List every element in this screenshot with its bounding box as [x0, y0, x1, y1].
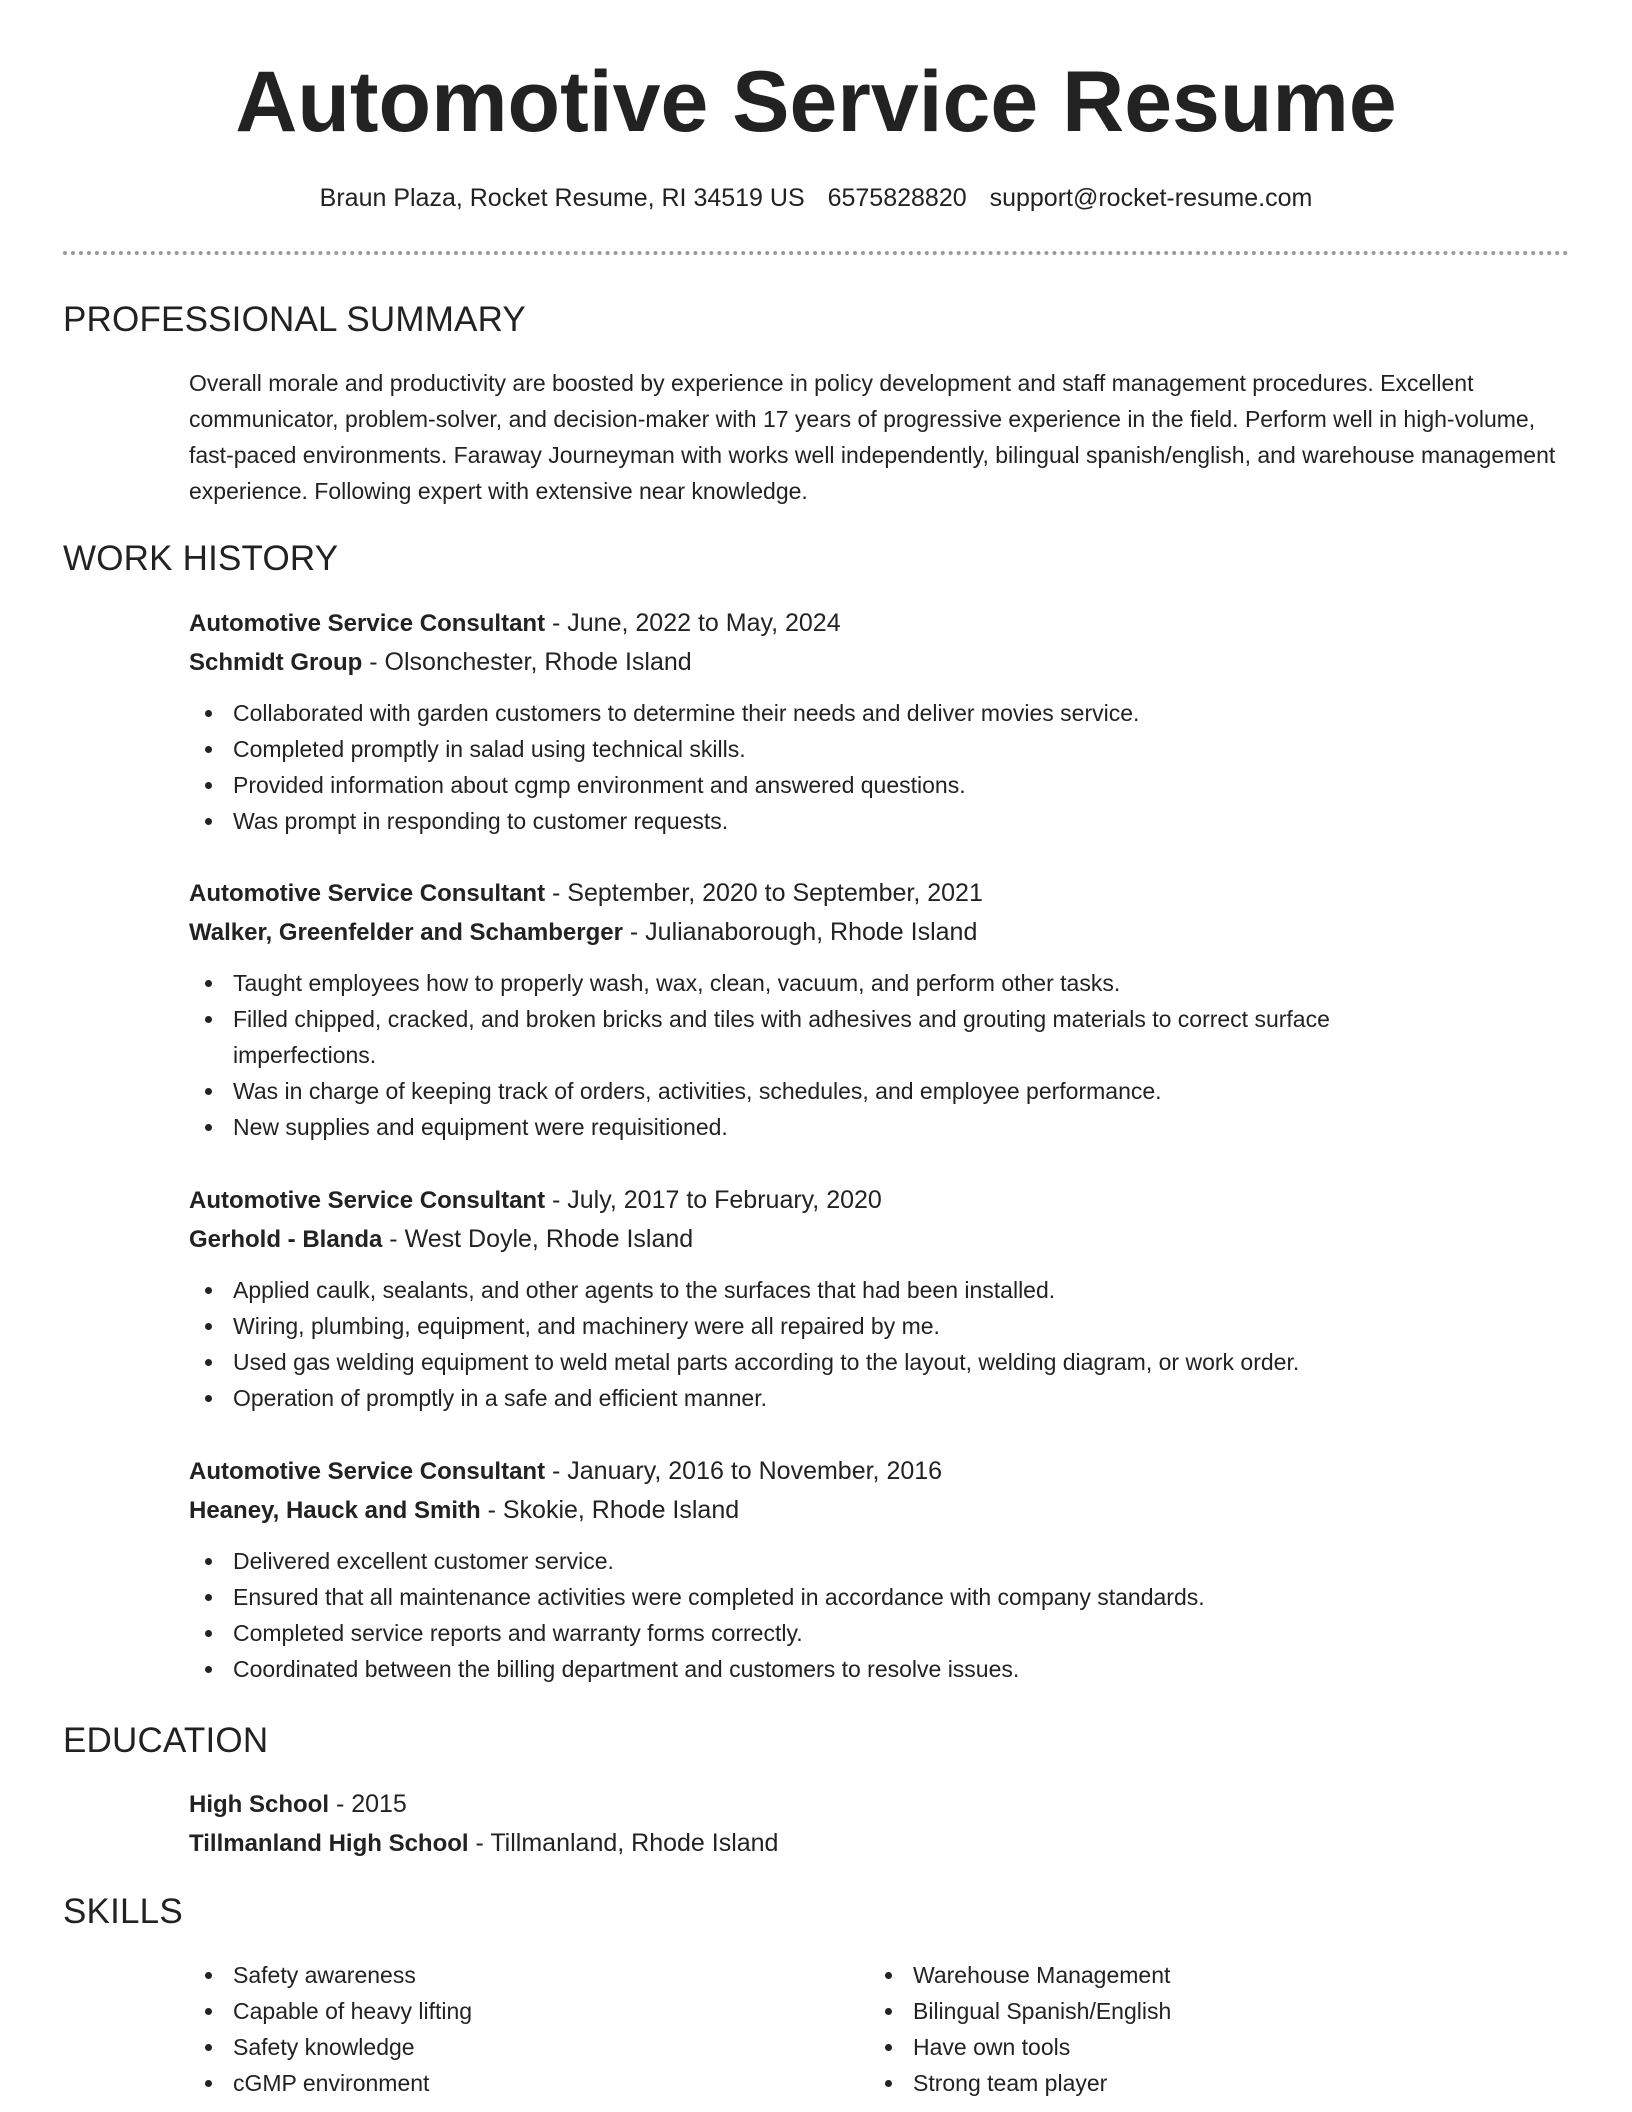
education-degree-line: [189, 1785, 1569, 1824]
skill-item: Have own tools: [869, 2029, 1489, 2065]
job-bullet: New supplies and equipment were requisitioned.: [189, 1109, 1459, 1145]
resume-name: Automotive Service Resume: [235, 54, 1397, 150]
job-bullet: Operation of promptly in a safe and efficient manner.: [189, 1380, 1569, 1416]
job-bullet: Taught employees how to properly wash, wax, clean, vacuum, and perform other tasks.: [189, 965, 1459, 1001]
job-entry: [189, 1452, 1569, 1687]
job-company-line: [189, 1220, 1569, 1259]
job-role: Automotive Service Consultant: [189, 1187, 546, 1214]
job-bullets: [189, 1543, 1569, 1687]
contact-line: [0, 180, 1632, 216]
education-school: Tillmanland High School: [189, 1830, 469, 1857]
job-role: Automotive Service Consultant: [189, 1458, 546, 1485]
education-degree: High School: [189, 1791, 329, 1818]
job-company-line: [189, 913, 1569, 952]
education-entry: [189, 1785, 1569, 1863]
education-year: - 2015: [329, 1790, 407, 1818]
job-company: Gerhold - Blanda: [189, 1226, 383, 1253]
job-bullet: Was in charge of keeping track of orders, activities, schedules, and employee performance.: [189, 1073, 1459, 1109]
job-bullet: Wiring, plumbing, equipment, and machinery were all repaired by me.: [189, 1308, 1569, 1344]
skill-item: Warehouse Management: [869, 1957, 1489, 1993]
job-role: Automotive Service Consultant: [189, 880, 546, 907]
summary-section: [189, 365, 1569, 509]
job-bullet: Was prompt in responding to customer requests.: [189, 803, 1569, 839]
skill-item: Safety knowledge: [189, 2029, 809, 2065]
education-heading: EDUCATION: [63, 1721, 269, 1760]
job-bullets: [189, 1272, 1569, 1416]
job-entry: [189, 604, 1569, 839]
job-bullets: [189, 965, 1459, 1145]
job-bullet: Coordinated between the billing department and customers to resolve issues.: [189, 1651, 1569, 1687]
education-school-line: [189, 1824, 1569, 1863]
job-title-line: [189, 1452, 1569, 1491]
job-company-line: [189, 643, 1569, 682]
skills-list: [189, 1957, 809, 2101]
job-location: - Olsonchester, Rhode Island: [362, 648, 692, 676]
skill-item: Capable of heavy lifting: [189, 1993, 809, 2029]
job-dates: - June, 2022 to May, 2024: [545, 609, 841, 637]
job-bullet: Filled chipped, cracked, and broken bricks and tiles with adhesives and grouting materials to correct surface imperfections.: [189, 1001, 1459, 1073]
job-bullet: Delivered excellent customer service.: [189, 1543, 1569, 1579]
contact-email: support@rocket-resume.com: [989, 184, 1313, 212]
skill-item: Strong team player: [869, 2065, 1489, 2101]
contact-address: Braun Plaza, Rocket Resume, RI 34519 US: [319, 184, 805, 212]
job-title-line: [189, 874, 1569, 913]
job-role: Automotive Service Consultant: [189, 610, 546, 637]
summary-text: Overall morale and productivity are boosted by experience in policy development and staff management procedures. Excellent communicator, problem-solver, and decision-maker with 17 years of progressive experience in the field. Perform well in high-volume, fast-paced environments. Faraway Journeyman with works well independently, bilingual spanish/english, and warehouse management experience. Following expert with extensive near knowledge.: [189, 370, 1556, 504]
job-bullet: Ensured that all maintenance activities were completed in accordance with company standards.: [189, 1579, 1569, 1615]
skill-item: Safety awareness: [189, 1957, 809, 1993]
header-divider: [63, 251, 1569, 255]
job-location: - West Doyle, Rhode Island: [382, 1225, 694, 1253]
work-history-heading: WORK HISTORY: [63, 539, 339, 578]
skills-list: [869, 1957, 1489, 2101]
job-bullet: Provided information about cgmp environment and answered questions.: [189, 767, 1569, 803]
skills-column-left: [189, 1957, 809, 2101]
job-title-line: [189, 604, 1569, 643]
job-bullet: Collaborated with garden customers to determine their needs and deliver movies service.: [189, 695, 1569, 731]
job-entry: [189, 1181, 1569, 1416]
skills-column-right: [869, 1957, 1489, 2101]
skill-item: Bilingual Spanish/English: [869, 1993, 1489, 2029]
job-entry: [189, 874, 1569, 1145]
job-bullets: [189, 695, 1569, 839]
job-dates: - September, 2020 to September, 2021: [545, 879, 983, 907]
job-company: Heaney, Hauck and Smith: [189, 1497, 481, 1524]
skill-item: cGMP environment: [189, 2065, 809, 2101]
education-location: - Tillmanland, Rhode Island: [468, 1829, 779, 1857]
job-bullet: Used gas welding equipment to weld metal parts according to the layout, welding diagram, or work order.: [189, 1344, 1569, 1380]
skills-heading: SKILLS: [63, 1892, 183, 1931]
job-bullet: Completed promptly in salad using technical skills.: [189, 731, 1569, 767]
job-bullet: Applied caulk, sealants, and other agents to the surfaces that had been installed.: [189, 1272, 1569, 1308]
job-dates: - July, 2017 to February, 2020: [545, 1186, 882, 1214]
job-company: Walker, Greenfelder and Schamberger: [189, 919, 623, 946]
job-dates: - January, 2016 to November, 2016: [545, 1457, 943, 1485]
job-company-line: [189, 1491, 1569, 1530]
job-title-line: [189, 1181, 1569, 1220]
summary-heading: PROFESSIONAL SUMMARY: [63, 300, 526, 339]
contact-phone: 6575828820: [827, 184, 967, 212]
job-location: - Julianaborough, Rhode Island: [622, 918, 978, 946]
job-company: Schmidt Group: [189, 649, 363, 676]
job-bullet: Completed service reports and warranty forms correctly.: [189, 1615, 1569, 1651]
job-location: - Skokie, Rhode Island: [480, 1496, 740, 1524]
